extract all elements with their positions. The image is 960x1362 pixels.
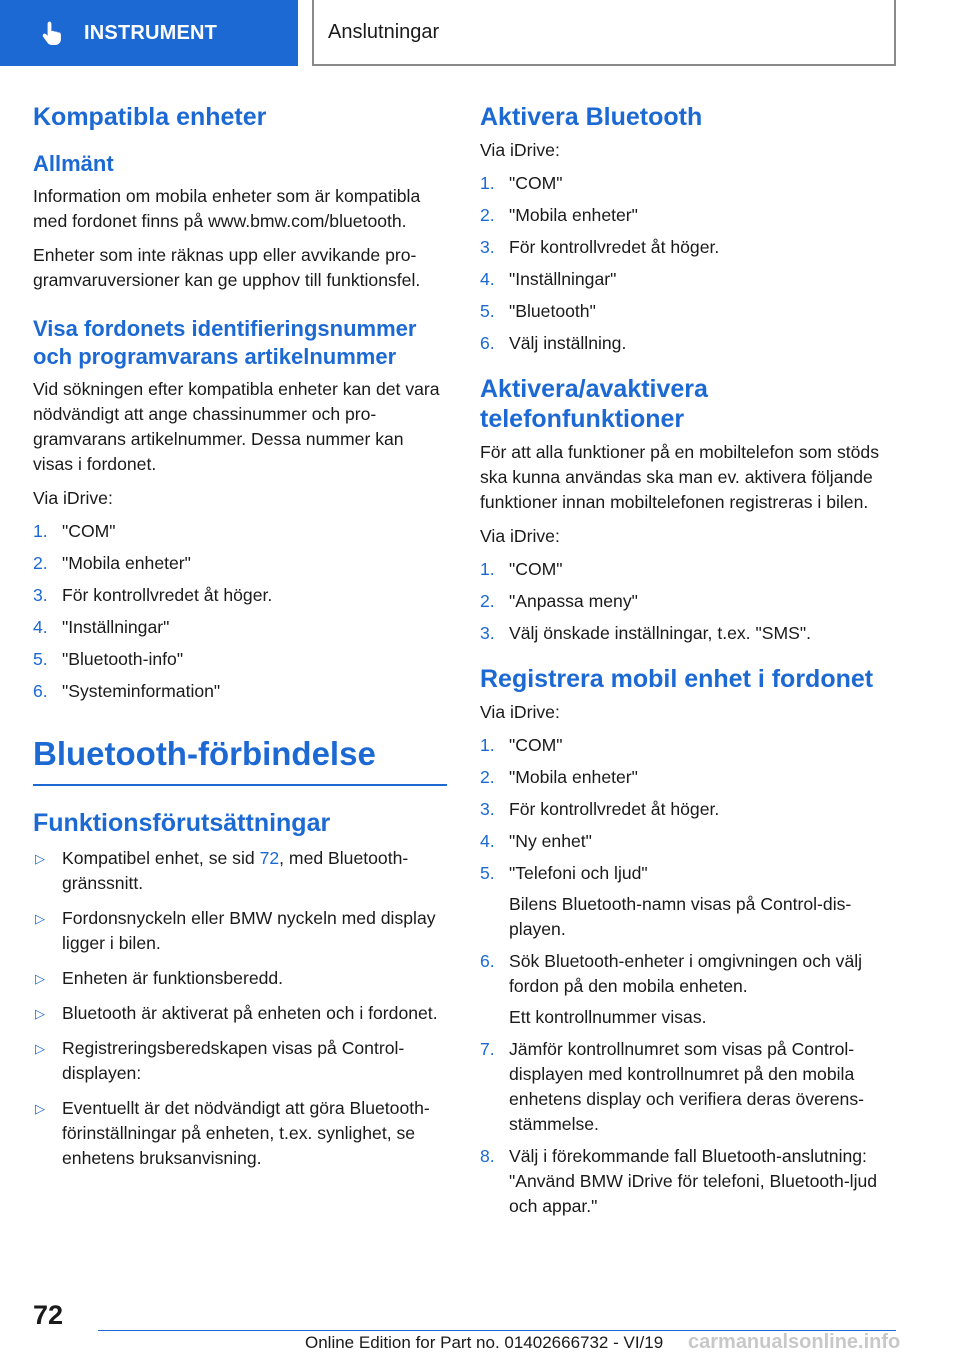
list-item: 1. "COM": [480, 173, 563, 193]
heading-allmant: Allmänt: [33, 151, 114, 176]
steps-list: [480, 557, 898, 646]
page-number: 72: [33, 1300, 64, 1330]
list-item: 2. "Mobila enheter": [480, 767, 638, 787]
list-item: 4. "Inställningar": [480, 269, 617, 289]
heading-kompatibla: Kompatibla enheter: [33, 103, 267, 131]
list-item: 4. "Ny enhet": [480, 831, 592, 851]
section-title: Anslutningar: [312, 0, 896, 66]
heading-aktivera-bluetooth: Aktivera Bluetooth: [480, 103, 703, 131]
steps-list: [33, 519, 447, 704]
heading-visa: Visa fordonets identifieringsnummer och programvarans artikelnummer: [33, 316, 417, 369]
list-item: 6. Välj inställning.: [480, 333, 627, 353]
paragraph: Vid sökningen efter kompatibla enheter kan det vara nödvändigt att ange chassinummer och programvarans artikelnummer. Dessa nummer kan visas i fordonet.: [33, 379, 440, 474]
steps-list: [480, 171, 898, 356]
list-item: 8. Välj i förekommande fall Bluetooth-anslutning: "Använd BMW iDrive för telefoni, Bluetooth-ljud och appar.": [480, 1146, 878, 1216]
list-item: 6. Sök Bluetooth-enheter i omgivningen och välj fordon på den mobila enheten. Ett kontrollnummer visas.: [480, 951, 863, 1027]
list-item: ▷ Registreringsberedskapen visas på Control-displayen:: [33, 1036, 447, 1086]
watermark: carmanualsonline.info: [688, 1331, 901, 1353]
heading-funktionsforutsattningar: Funktionsförutsättningar: [33, 809, 331, 837]
list-item: 2. "Mobila enheter": [480, 205, 638, 225]
heading-registrera: Registrera mobil enhet i fordonet: [480, 665, 874, 693]
list-item: ▷ Eventuellt är det nödvändigt att göra Bluetooth-förinställningar på enheten, t.ex. synlighet, se enhetens bruksanvisning.: [33, 1096, 447, 1171]
list-item: 3. Välj önskade inställningar, t.ex. "SMS".: [480, 623, 811, 643]
list-item: ▷ Fordonsnyckeln eller BMW nyckeln med display ligger i bilen.: [33, 906, 447, 956]
list-item: 1. "COM": [480, 559, 563, 579]
steps-list: [480, 733, 898, 1219]
triangle-bullet-icon: ▷: [35, 911, 45, 926]
list-item: ▷ Enheten är funktionsberedd.: [33, 966, 447, 991]
list-item: 3. För kontrollvredet åt höger.: [480, 237, 720, 257]
via-idrive: Via iDrive:: [33, 488, 113, 508]
list-item: 3. För kontrollvredet åt höger.: [480, 799, 720, 819]
via-idrive: Via iDrive:: [480, 702, 560, 722]
list-item: 5. "Bluetooth-info": [33, 649, 184, 669]
triangle-bullet-icon: ▷: [35, 851, 45, 866]
triangle-bullet-icon: ▷: [35, 1006, 45, 1021]
hand-pointer-icon: [38, 18, 68, 48]
triangle-bullet-icon: ▷: [35, 1041, 45, 1056]
list-item: 7. Jämför kontrollnumret som visas på Control-displayen med kontrollnumret på den mobila enhetens display och verifiera deras överensstämmelse.: [480, 1039, 865, 1134]
edition-text: Online Edition for Part no. 01402666732 - VI/19: [305, 1333, 664, 1352]
list-item: ▷ Bluetooth är aktiverat på enheten och i fordonet.: [33, 1001, 447, 1026]
paragraph: Information om mobila enheter som är kompatibla med fordonet finns på www.bmw.com/bluetooth.: [33, 186, 421, 231]
list-item: 1. "COM": [480, 735, 563, 755]
list-item: 3. För kontrollvredet åt höger.: [33, 585, 273, 605]
heading-bluetooth-forbindelse: Bluetooth-förbindelse: [33, 734, 447, 786]
right-column: [480, 100, 898, 1226]
list-item: ▷ Kompatibel enhet, se sid 72, med Bluetooth-gränssnitt.: [33, 846, 447, 896]
via-idrive: Via iDrive:: [480, 526, 560, 546]
list-item: 2. "Mobila enheter": [33, 553, 191, 573]
paragraph: För att alla funktioner på en mobiltelefon som stöds ska kunna användas ska man ev. aktivera följande funktioner innan mobiltelefonen registreras i bilen.: [480, 442, 880, 512]
page-link[interactable]: 72: [259, 848, 280, 868]
chapter-tab: [0, 0, 298, 66]
triangle-bullet-icon: ▷: [35, 1101, 45, 1116]
heading-telefonfunktioner: Aktivera/avaktivera telefonfunktioner: [480, 375, 708, 433]
list-item: 5. "Telefoni och ljud" Bilens Bluetooth-namn visas på Control-displayen.: [480, 863, 852, 939]
page-header: [0, 0, 960, 66]
via-idrive: Via iDrive:: [480, 140, 560, 160]
list-item: 5. "Bluetooth": [480, 301, 596, 321]
paragraph: Enheter som inte räknas upp eller avvikande programvaruversioner kan ge upphov till funktionsfel.: [33, 245, 421, 290]
list-item: 4. "Inställningar": [33, 617, 170, 637]
list-item: 6. "Systeminformation": [33, 681, 221, 701]
requirements-list: [33, 846, 447, 1171]
list-item: 1. "COM": [33, 521, 116, 541]
list-item: 2. "Anpassa meny": [480, 591, 638, 611]
left-column: [33, 100, 447, 1181]
triangle-bullet-icon: ▷: [35, 971, 45, 986]
chapter-label: INSTRUMENT: [84, 21, 218, 44]
